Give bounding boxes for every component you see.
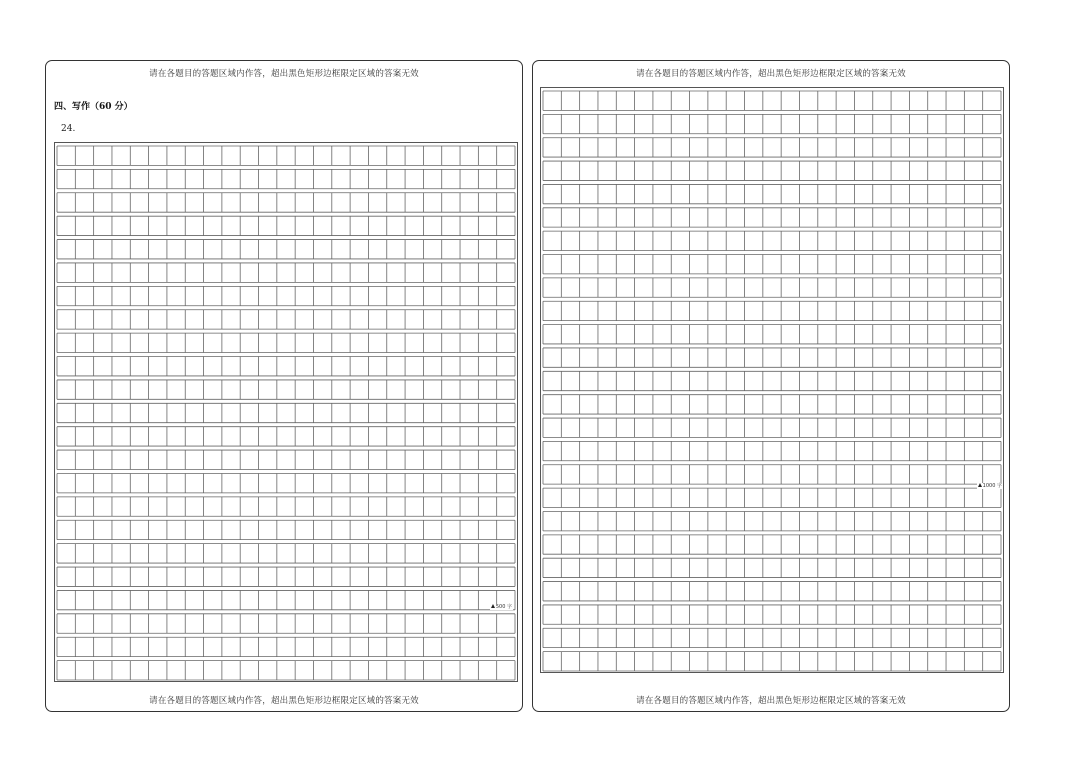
grid-squares-right [541, 88, 1003, 672]
word-count-mark-1000 [977, 483, 1003, 489]
triangle-icon [491, 604, 495, 608]
section-title: 四、写作（60 分） [54, 102, 133, 112]
notice-top: 请在各题目的答题区域内作答，超出黑色矩形边框限定区域的答案无效 [149, 69, 419, 79]
grid-squares-left [55, 143, 517, 681]
writing-grid-left[interactable] [54, 142, 518, 682]
word-count-label: 1000 字 [982, 483, 1002, 489]
answer-sheet-right-panel [532, 60, 1010, 712]
answer-sheet-left-panel [45, 60, 523, 712]
question-number: 24. [61, 124, 76, 134]
notice-bottom: 请在各题目的答题区域内作答，超出黑色矩形边框限定区域的答案无效 [149, 696, 419, 706]
word-count-label: 500 字 [495, 604, 512, 610]
notice-top: 请在各题目的答题区域内作答，超出黑色矩形边框限定区域的答案无效 [636, 69, 906, 79]
writing-grid-right[interactable] [540, 87, 1004, 673]
triangle-icon [978, 483, 982, 487]
notice-bottom: 请在各题目的答题区域内作答，超出黑色矩形边框限定区域的答案无效 [636, 696, 906, 706]
word-count-mark-500 [490, 604, 513, 610]
